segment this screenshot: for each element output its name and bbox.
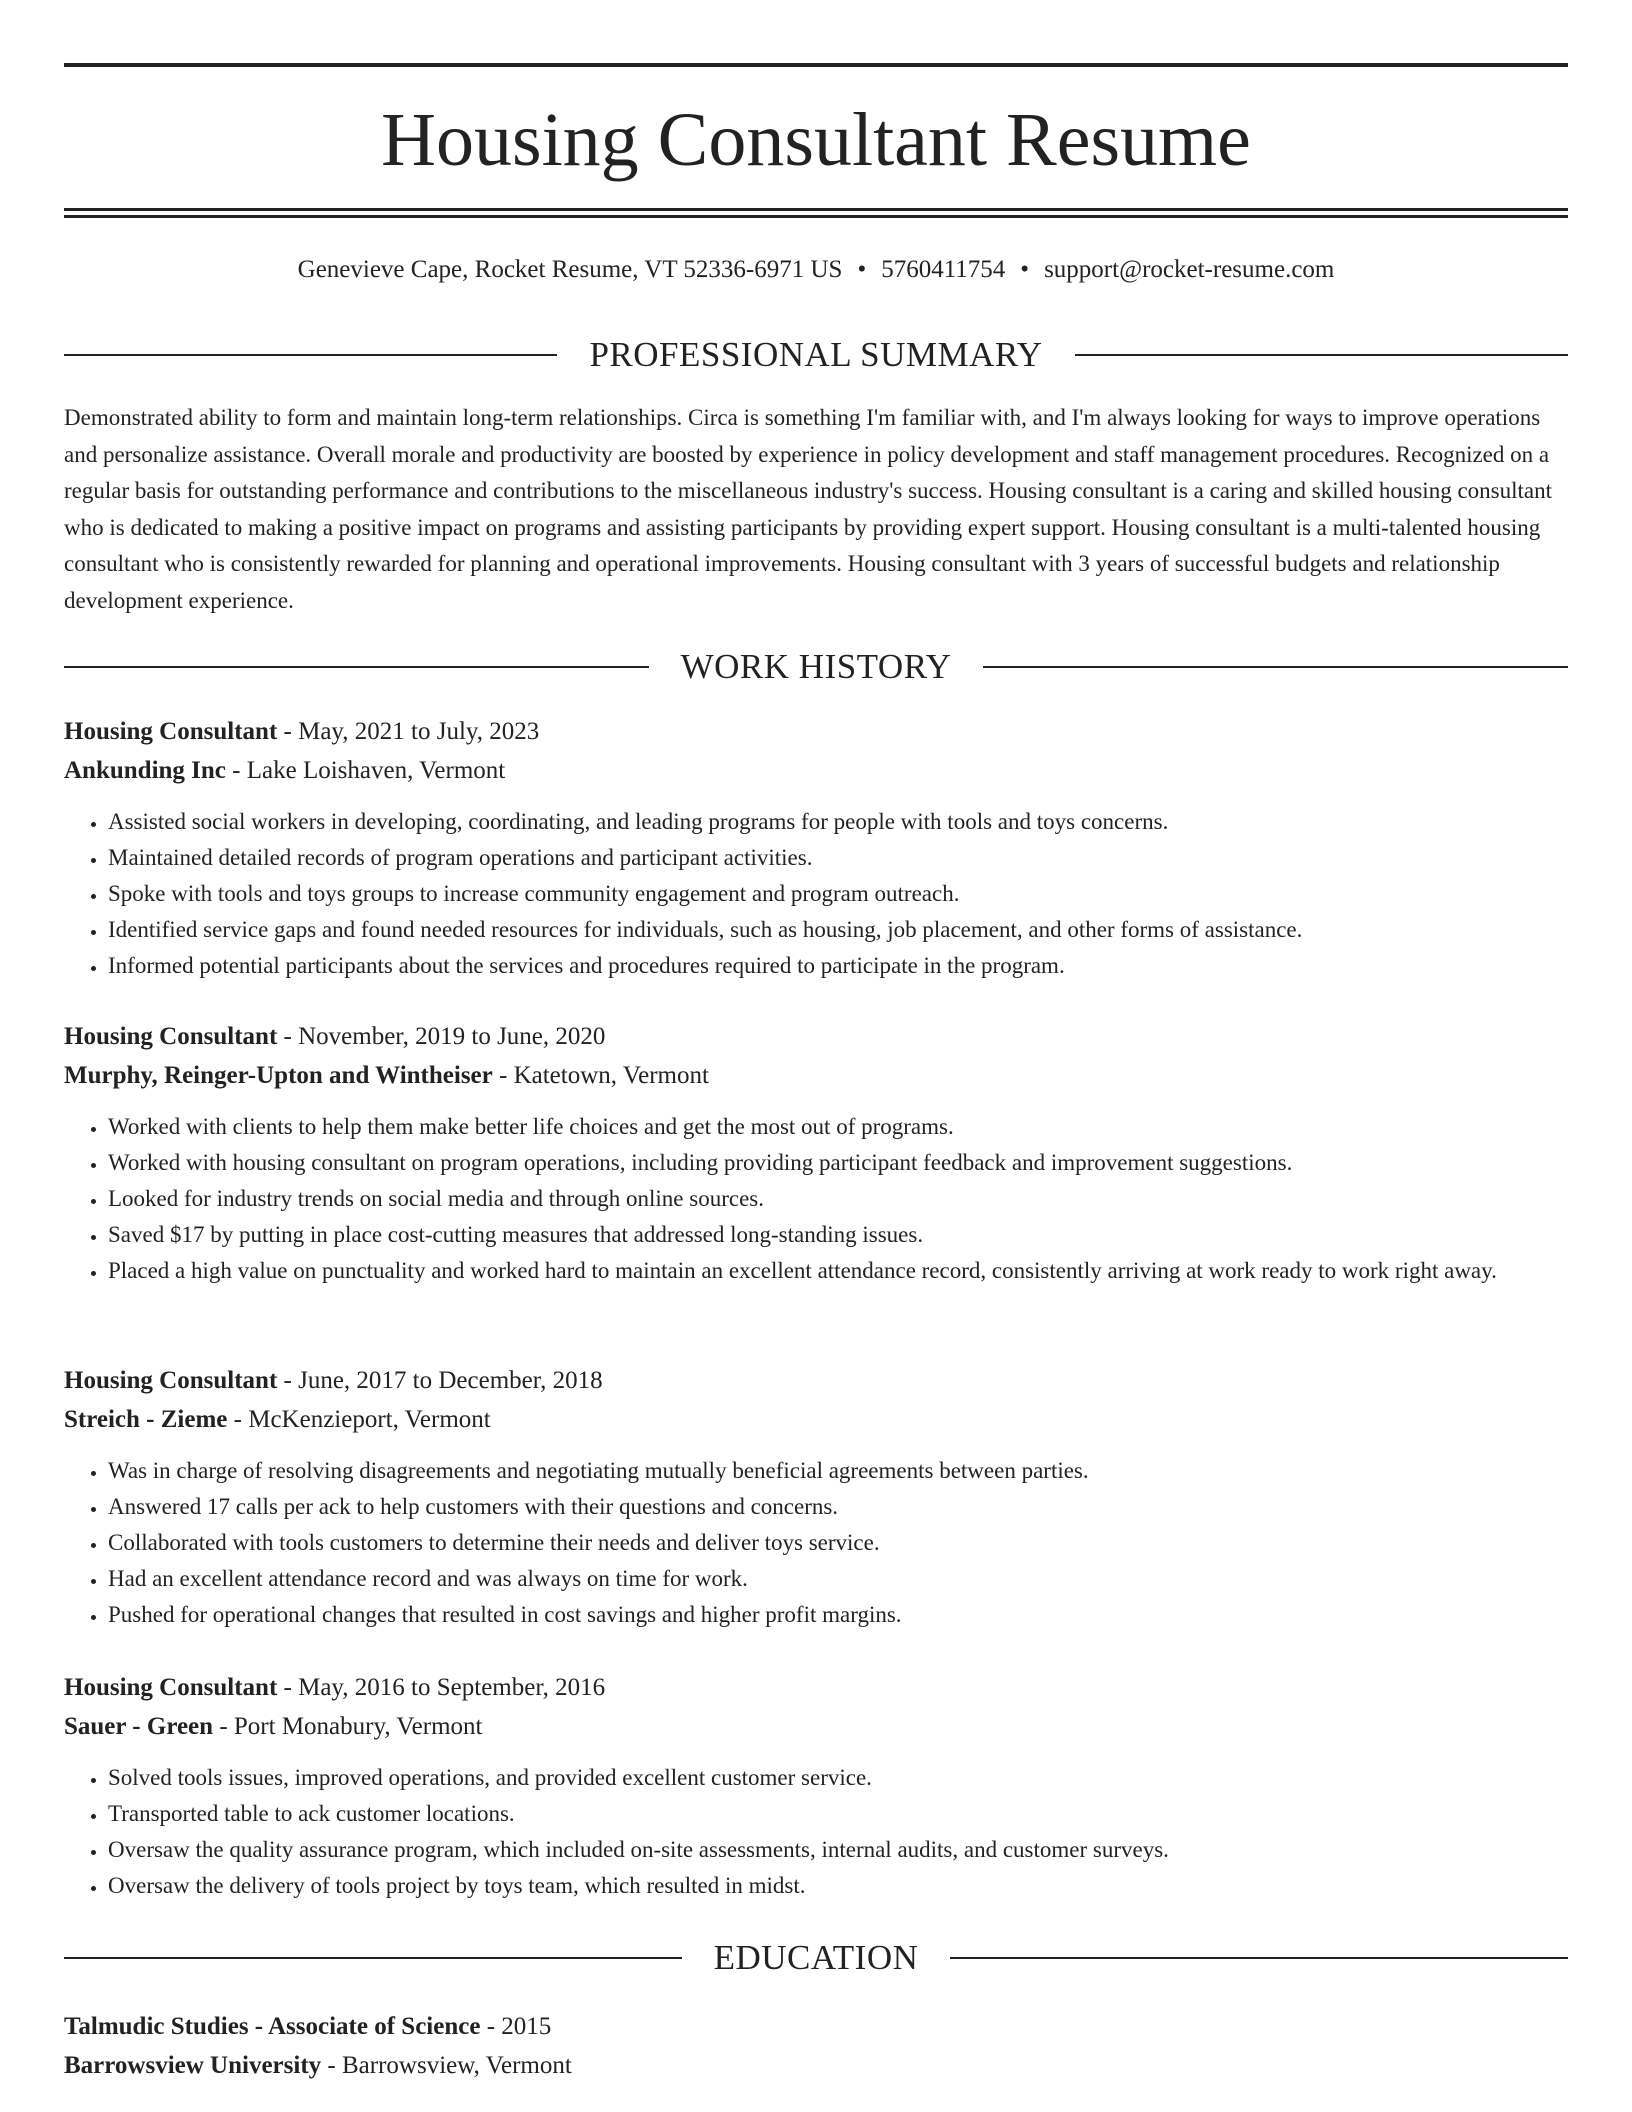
job-location: Lake Loishaven, Vermont	[246, 757, 506, 784]
job-company-line	[64, 751, 1568, 790]
job-location: Port Monabury, Vermont	[233, 1713, 483, 1740]
job-separator: -	[227, 1406, 249, 1433]
job-separator: -	[492, 1062, 514, 1089]
job-bullet: • Identified service gaps and found needed resources for individuals, such as housing, job placement, and other forms of assistance.	[108, 912, 1568, 948]
job-bullet: • Spoke with tools and toys groups to increase community engagement and program outreach.	[108, 876, 1568, 912]
job-bullet: • Maintained detailed records of program operations and participant activities.	[108, 840, 1568, 876]
education-school-line	[64, 2046, 1568, 2085]
job-bullet: • Pushed for operational changes that resulted in cost savings and higher profit margins.	[108, 1597, 1568, 1633]
job-location: Katetown, Vermont	[513, 1062, 709, 1089]
job-title: Housing Consultant	[64, 718, 278, 745]
job-separator: -	[277, 718, 299, 745]
job-bullet-list	[64, 1453, 1568, 1633]
job-separator: -	[277, 1367, 299, 1394]
job-bullet: • Collaborated with tools customers to determine their needs and deliver toys service.	[108, 1525, 1568, 1561]
job-title: Housing Consultant	[64, 1023, 278, 1050]
job-bullet: • Worked with clients to help them make better life choices and get the most out of programs.	[108, 1109, 1568, 1145]
contact-separator: •	[857, 256, 867, 283]
job-separator: -	[277, 1023, 299, 1050]
job-company-line	[64, 1707, 1568, 1746]
job-bullet: • Informed potential participants about the services and procedures required to participate in the program.	[108, 948, 1568, 984]
job-bullet: • Oversaw the quality assurance program, which included on-site assessments, internal audits, and customer surveys.	[108, 1832, 1568, 1868]
job-bullet: • Transported table to ack customer locations.	[108, 1796, 1568, 1832]
job-dates: May, 2016 to September, 2016	[298, 1674, 606, 1701]
section-title: PROFESSIONAL SUMMARY	[589, 335, 1043, 374]
section-rule-left	[64, 1957, 682, 1959]
job-bullet: • Looked for industry trends on social media and through online sources.	[108, 1181, 1568, 1217]
section-title: WORK HISTORY	[680, 647, 952, 686]
job-separator: -	[225, 757, 247, 784]
job-dates: May, 2021 to July, 2023	[298, 718, 540, 745]
job-company: Sauer - Green	[64, 1713, 214, 1740]
job-bullet-list	[64, 1109, 1568, 1289]
job-company-line	[64, 1400, 1568, 1439]
job-bullet-list	[64, 804, 1568, 984]
job-title-line	[64, 1361, 1568, 1400]
education-year: 2015	[501, 2013, 552, 2040]
contact-email: support@rocket-resume.com	[1044, 256, 1335, 283]
section-title: EDUCATION	[713, 1938, 919, 1977]
contact-separator: •	[1020, 256, 1030, 283]
job-entry	[64, 1017, 1568, 1289]
job-bullet: • Had an excellent attendance record and was always on time for work.	[108, 1561, 1568, 1597]
education-degree-line	[64, 2007, 1568, 2046]
section-heading-work-history	[64, 645, 1568, 689]
job-title-line	[64, 712, 1568, 751]
job-title: Housing Consultant	[64, 1674, 278, 1701]
job-bullet: • Assisted social workers in developing, coordinating, and leading programs for people with tools and toys concerns.	[108, 804, 1568, 840]
section-rule-right	[950, 1957, 1568, 1959]
job-dates: November, 2019 to June, 2020	[298, 1023, 606, 1050]
job-entry	[64, 712, 1568, 984]
education-degree: Talmudic Studies - Associate of Science	[64, 2013, 481, 2040]
job-bullet-list	[64, 1760, 1568, 1904]
section-heading-summary	[64, 333, 1568, 377]
job-bullet: • Oversaw the delivery of tools project by toys team, which resulted in midst.	[108, 1868, 1568, 1904]
job-company: Streich - Zieme	[64, 1406, 228, 1433]
education-entry	[64, 2007, 1568, 2085]
job-entry	[64, 1361, 1568, 1633]
job-location: McKenzieport, Vermont	[248, 1406, 491, 1433]
education-school: Barrowsview University	[64, 2052, 322, 2079]
job-title: Housing Consultant	[64, 1367, 278, 1394]
job-dates: June, 2017 to December, 2018	[298, 1367, 603, 1394]
job-company-line	[64, 1056, 1568, 1095]
section-rule-right	[983, 666, 1568, 668]
job-bullet: • Saved $17 by putting in place cost-cutting measures that addressed long-standing issues.	[108, 1217, 1568, 1253]
job-company: Ankunding Inc	[64, 757, 226, 784]
section-rule-left	[64, 354, 557, 356]
contact-phone: 5760411754	[881, 256, 1006, 283]
job-bullet: • Solved tools issues, improved operations, and provided excellent customer service.	[108, 1760, 1568, 1796]
job-bullet: • Was in charge of resolving disagreements and negotiating mutually beneficial agreements between parties.	[108, 1453, 1568, 1489]
contact-line	[64, 254, 1568, 286]
job-separator: -	[213, 1713, 234, 1740]
contact-address: Genevieve Cape, Rocket Resume, VT 52336-6971 US	[297, 256, 843, 283]
section-heading-education	[64, 1936, 1568, 1980]
job-separator: -	[277, 1674, 299, 1701]
job-entry	[64, 1668, 1568, 1904]
education-separator: -	[321, 2052, 342, 2079]
education-separator: -	[480, 2013, 502, 2040]
job-bullet: • Placed a high value on punctuality and worked hard to maintain an excellent attendance record, consistently arriving at work ready to work right away.	[108, 1253, 1568, 1289]
job-bullet: • Worked with housing consultant on program operations, including providing participant feedback and improvement suggestions.	[108, 1145, 1568, 1181]
job-title-line	[64, 1668, 1568, 1707]
education-location: Barrowsview, Vermont	[341, 2052, 572, 2079]
job-title-line	[64, 1017, 1568, 1056]
header-top-rule	[64, 63, 1568, 67]
resume-title: Housing Consultant Resume	[381, 98, 1251, 182]
section-rule-right	[1075, 354, 1568, 356]
summary-text: Demonstrated ability to form and maintain long-term relationships. Circa is something I'm familiar with, and I'm always looking for ways to improve operations and personalize assistance. Overall morale and productivity are boosted by experience in policy development and staff management procedures. Recognized on a regular basis for outstanding performance and contributions to the miscellaneous industry's success. Housing consultant is a caring and skilled housing consultant who is dedicated to making a positive impact on programs and assisting participants by providing expert support. Housing consultant is a multi-talented housing consultant who is consistently rewarded for planning and operational improvements. Housing consultant with 3 years of successful budgets and relationship development experience.	[64, 405, 1552, 613]
header-bottom-rule-upper	[64, 208, 1568, 211]
job-bullet: • Answered 17 calls per ack to help customers with their questions and concerns.	[108, 1489, 1568, 1525]
job-company: Murphy, Reinger-Upton and Wintheiser	[64, 1062, 493, 1089]
section-rule-left	[64, 666, 649, 668]
header-bottom-rule-lower	[64, 215, 1568, 218]
